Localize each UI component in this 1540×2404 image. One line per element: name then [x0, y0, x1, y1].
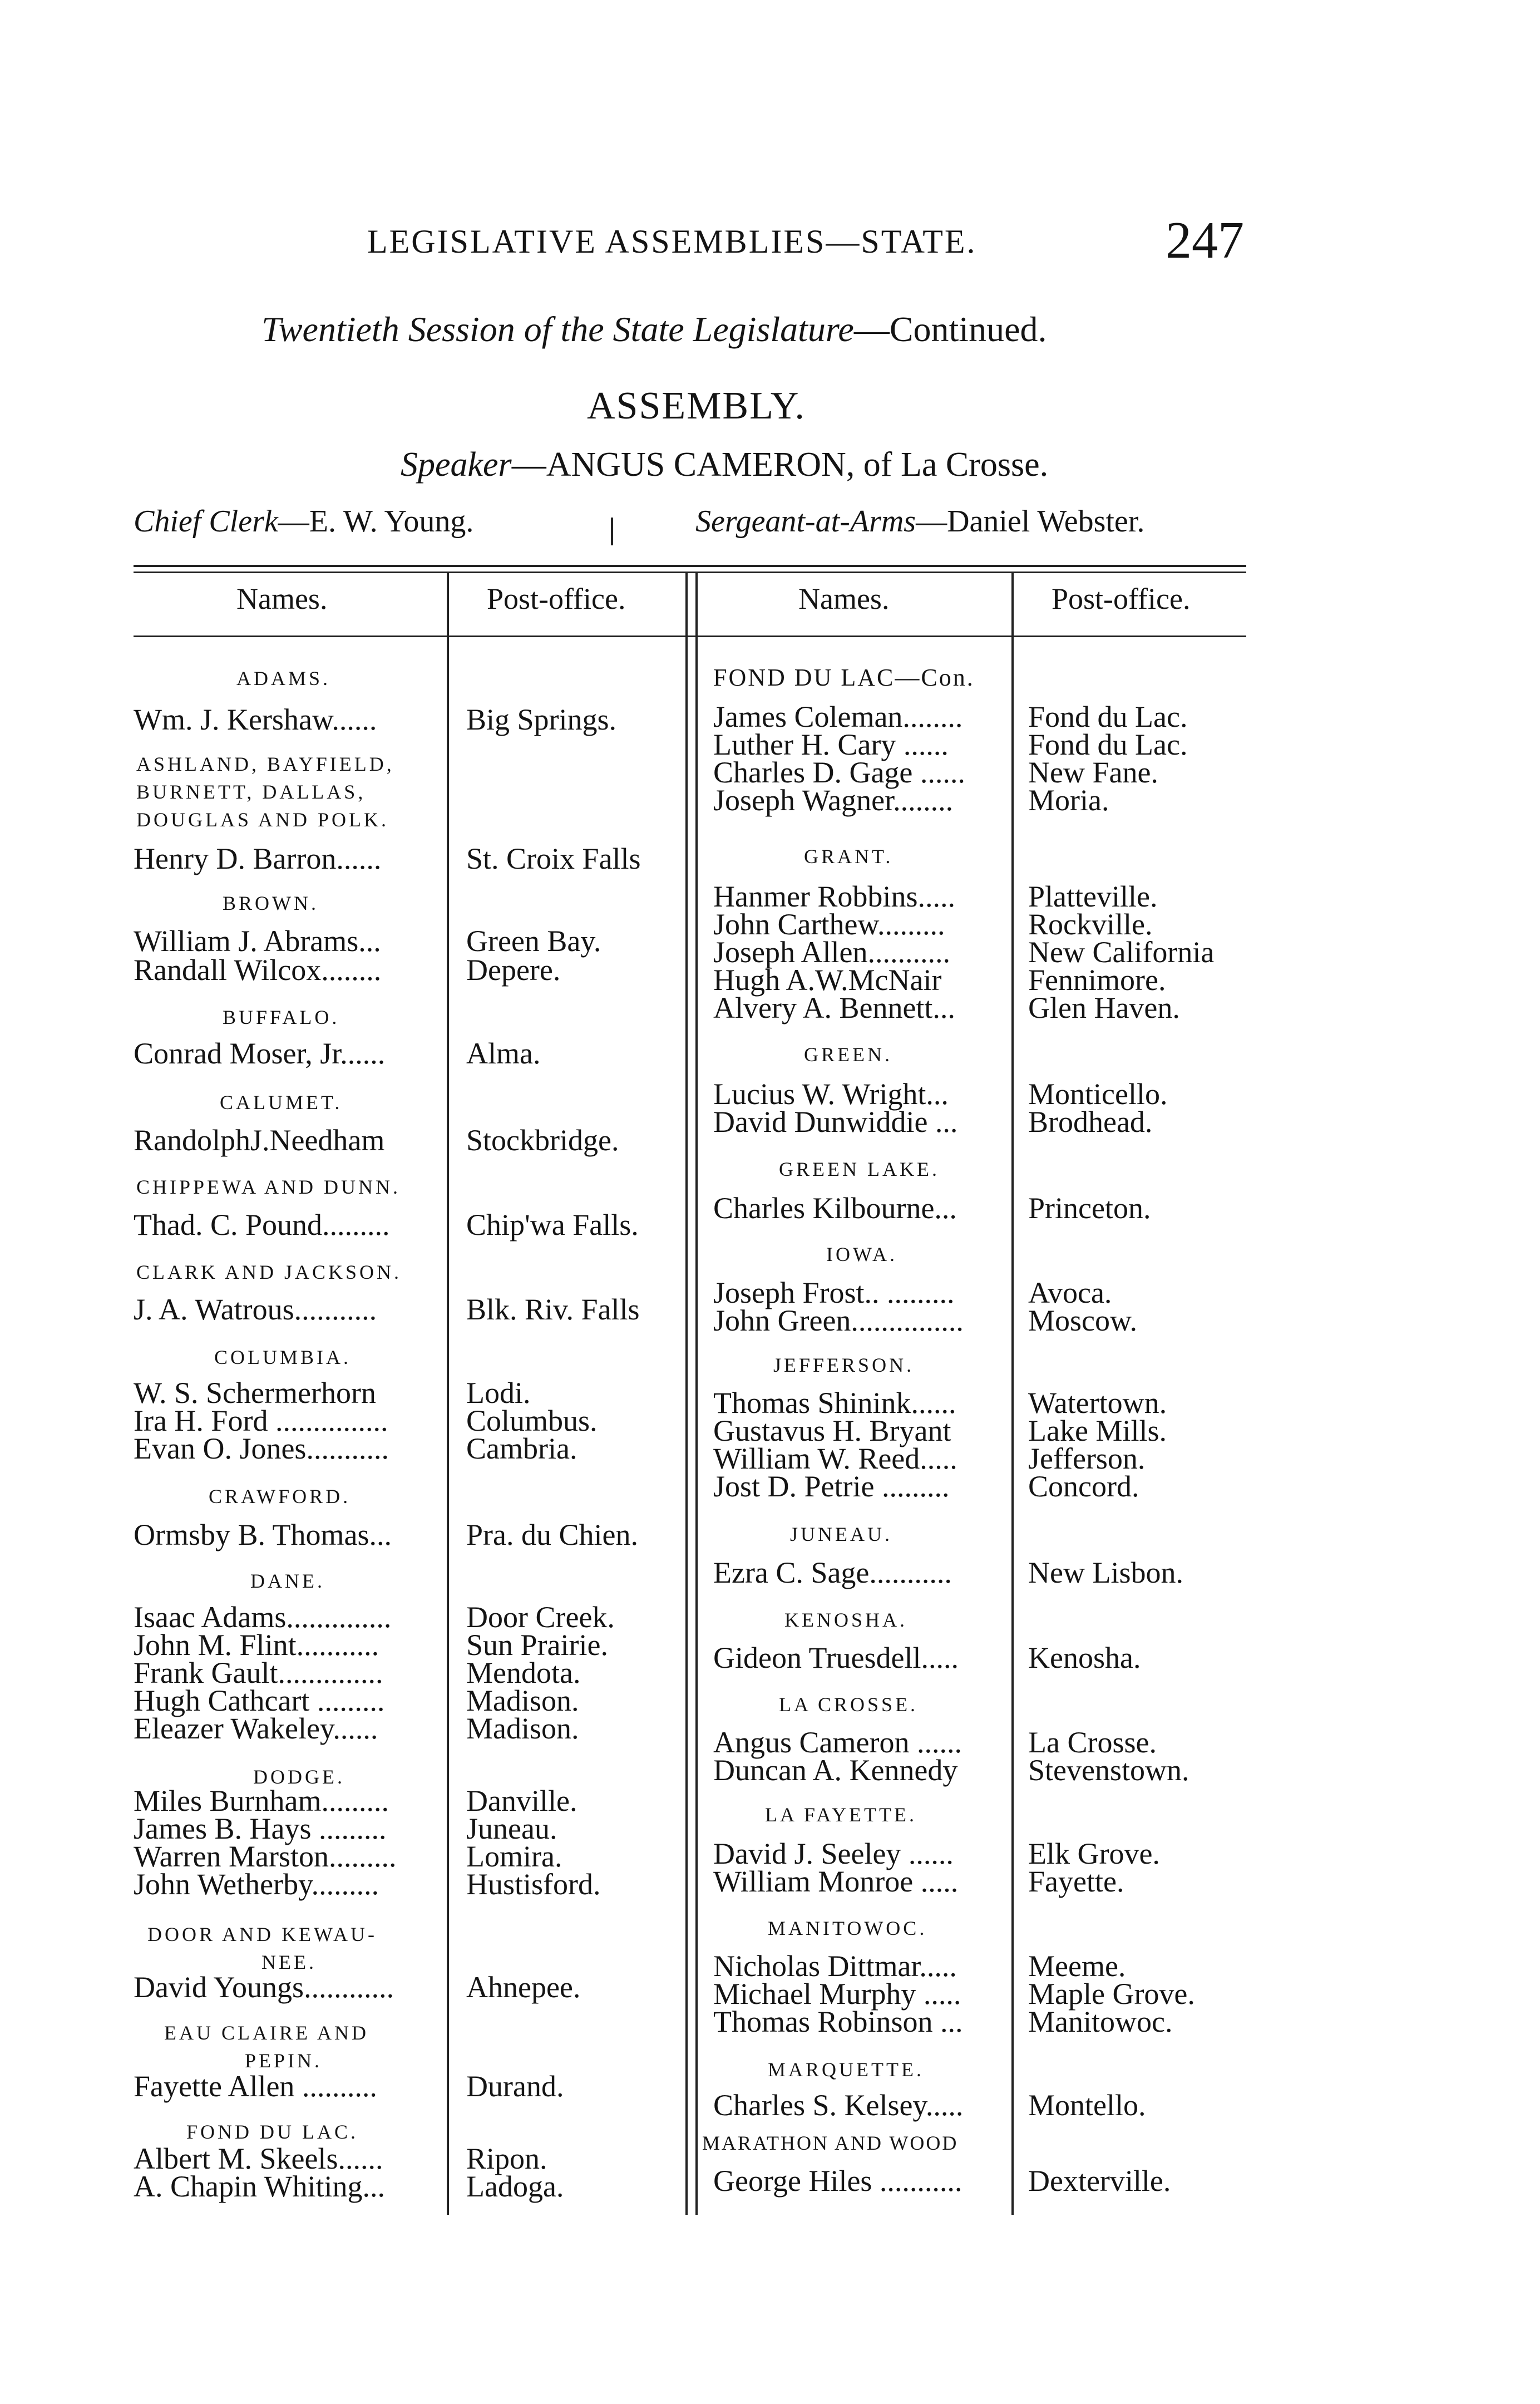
- post-office: Danville.: [466, 1784, 578, 1817]
- speaker-text: —ANGUS CAMERON, of La Crosse.: [511, 446, 1049, 484]
- county-heading: ADAMS.: [236, 667, 331, 689]
- post-office: Blk. Riv. Falls: [466, 1293, 640, 1326]
- chief-clerk-text: —E. W. Young.: [278, 504, 474, 539]
- county-heading: FOND DU LAC—Con.: [713, 664, 975, 691]
- member-name: A. Chapin Whiting...: [134, 2170, 385, 2203]
- post-office: Hustisford.: [466, 1868, 601, 1901]
- county-heading: BURNETT, DALLAS,: [136, 781, 366, 803]
- post-office: Lake Mills.: [1028, 1414, 1167, 1447]
- member-name: James B. Hays .........: [134, 1812, 387, 1845]
- county-heading: COLUMBIA.: [214, 1346, 352, 1368]
- member-name: Hugh Cathcart .........: [134, 1684, 385, 1717]
- session-suffix: —Continued.: [853, 309, 1047, 349]
- post-office: Meeme.: [1028, 1949, 1126, 1983]
- post-office: Fayette.: [1028, 1865, 1124, 1898]
- post-office: Elk Grove.: [1028, 1837, 1160, 1870]
- county-heading: JEFFERSON.: [773, 1354, 915, 1376]
- post-office: Princeton.: [1028, 1191, 1151, 1225]
- col-header-names-left: Names.: [236, 582, 328, 615]
- member-name: Nicholas Dittmar.....: [713, 1949, 957, 1983]
- post-office: Moscow.: [1028, 1304, 1137, 1337]
- post-office: Fennimore.: [1028, 963, 1166, 997]
- member-name: Charles D. Gage ......: [713, 756, 965, 789]
- post-office: Green Bay.: [466, 924, 601, 958]
- county-heading: PEPIN.: [245, 2050, 323, 2072]
- member-name: William W. Reed.....: [713, 1442, 957, 1475]
- member-name: Joseph Wagner........: [713, 784, 954, 817]
- post-office: Durand.: [466, 2070, 564, 2103]
- speaker-label: Speaker: [401, 446, 512, 484]
- county-heading: MARQUETTE.: [768, 2058, 924, 2081]
- county-heading: JUNEAU.: [790, 1523, 892, 1545]
- post-office: St. Croix Falls: [466, 842, 641, 875]
- post-office: Monticello.: [1028, 1077, 1168, 1111]
- county-heading: LA CROSSE.: [779, 1693, 919, 1716]
- post-office: New Fane.: [1028, 756, 1158, 789]
- member-name: Joseph Allen...........: [713, 935, 950, 969]
- post-office: Pra. du Chien.: [466, 1518, 638, 1551]
- county-heading: CALUMET.: [220, 1091, 343, 1114]
- column-divider-2: [685, 573, 688, 2215]
- post-office: Glen Haven.: [1028, 991, 1180, 1024]
- county-heading: FOND DU LAC.: [186, 2121, 359, 2143]
- sergeant-line: [695, 504, 1144, 539]
- member-name: George Hiles ...........: [713, 2164, 962, 2198]
- member-name: David J. Seeley ......: [713, 1837, 954, 1870]
- member-name: John Wetherby.........: [134, 1868, 379, 1901]
- post-office: Depere.: [466, 953, 561, 987]
- county-heading: NEE.: [261, 1951, 317, 1973]
- county-heading: EAU CLAIRE AND: [164, 2022, 369, 2044]
- member-name: Conrad Moser, Jr......: [134, 1037, 386, 1070]
- member-name: Ira H. Ford ...............: [134, 1404, 388, 1437]
- post-office: Door Creek.: [466, 1600, 615, 1634]
- county-heading: DODGE.: [253, 1766, 345, 1788]
- member-name: RandolphJ.Needham: [134, 1124, 385, 1157]
- member-name: John M. Flint...........: [134, 1628, 379, 1662]
- page-number: 247: [1166, 211, 1244, 269]
- post-office: Manitowoc.: [1028, 2005, 1173, 2038]
- county-heading: ASHLAND, BAYFIELD,: [136, 753, 394, 775]
- member-name: Thomas Shinink......: [713, 1386, 956, 1420]
- member-name: William J. Abrams...: [134, 924, 381, 958]
- member-name: Alvery A. Bennett...: [713, 991, 955, 1024]
- member-name: William Monroe .....: [713, 1865, 959, 1898]
- member-name: Albert M. Skeels......: [134, 2142, 383, 2175]
- session-subtitle: [261, 309, 1047, 350]
- post-office: Dexterville.: [1028, 2164, 1171, 2198]
- post-office: Ladoga.: [466, 2170, 564, 2203]
- member-name: Hugh A.W.McNair: [713, 963, 942, 997]
- col-header-names-right: Names.: [798, 582, 890, 615]
- post-office: Columbus.: [466, 1404, 598, 1437]
- post-office: Big Springs.: [466, 703, 617, 736]
- member-name: Thomas Robinson ...: [713, 2005, 963, 2038]
- post-office: Madison.: [466, 1712, 579, 1745]
- table-top-rule: [134, 565, 1246, 567]
- member-name: Gustavus H. Bryant: [713, 1414, 951, 1447]
- post-office: Mendota.: [466, 1656, 581, 1689]
- post-office: Concord.: [1028, 1470, 1139, 1503]
- member-name: Isaac Adams..............: [134, 1600, 392, 1634]
- member-name: Lucius W. Wright...: [713, 1077, 949, 1111]
- post-office: Stevenstown.: [1028, 1753, 1189, 1787]
- running-header: LEGISLATIVE ASSEMBLIES—STATE.: [367, 223, 977, 260]
- member-name: Charles Kilbourne...: [713, 1191, 957, 1225]
- post-office: La Crosse.: [1028, 1726, 1157, 1759]
- post-office: Juneau.: [466, 1812, 557, 1845]
- county-heading: DOOR AND KEWAU-: [147, 1923, 377, 1945]
- member-name: Miles Burnham.........: [134, 1784, 389, 1817]
- chief-clerk-line: [134, 504, 473, 539]
- post-office: Stockbridge.: [466, 1124, 619, 1157]
- member-name: J. A. Watrous...........: [134, 1293, 377, 1326]
- post-office: Lomira.: [466, 1840, 562, 1873]
- column-divider-1: [447, 573, 449, 2215]
- post-office: Ahnepee.: [466, 1971, 581, 2004]
- county-heading: GREEN.: [804, 1043, 892, 1066]
- sergeant-text: —Daniel Webster.: [916, 504, 1145, 539]
- post-office: Moria.: [1028, 784, 1109, 817]
- member-name: Evan O. Jones...........: [134, 1432, 389, 1465]
- member-name: Joseph Frost.. .........: [713, 1276, 955, 1309]
- post-office: Montello.: [1028, 2088, 1146, 2122]
- member-name: Henry D. Barron......: [134, 842, 382, 875]
- member-name: Randall Wilcox........: [134, 953, 382, 987]
- county-heading: LA FAYETTE.: [765, 1804, 917, 1826]
- post-office: Fond du Lac.: [1028, 700, 1188, 733]
- county-heading: CHIPPEWA AND DUNN.: [136, 1176, 401, 1198]
- post-office: Maple Grove.: [1028, 1977, 1195, 2011]
- member-name: Hanmer Robbins.....: [713, 880, 955, 913]
- member-name: John Green...............: [713, 1304, 964, 1337]
- member-name: John Carthew.........: [713, 908, 945, 941]
- post-office: Rockville.: [1028, 908, 1153, 941]
- member-name: Warren Marston.........: [134, 1840, 397, 1873]
- post-office: Fond du Lac.: [1028, 728, 1188, 761]
- member-name: W. S. Schermerhorn: [134, 1376, 376, 1410]
- post-office: Jefferson.: [1028, 1442, 1146, 1475]
- post-office: Chip'wa Falls.: [466, 1208, 639, 1242]
- member-name: Charles S. Kelsey.....: [713, 2088, 964, 2122]
- post-office: Brodhead.: [1028, 1105, 1153, 1139]
- post-office: Kenosha.: [1028, 1641, 1141, 1674]
- member-name: Fayette Allen ..........: [134, 2070, 377, 2103]
- post-office: Platteville.: [1028, 880, 1158, 913]
- sergeant-label: Sergeant-at-Arms: [695, 504, 916, 539]
- post-office: Ripon.: [466, 2142, 547, 2175]
- member-name: David Youngs............: [134, 1971, 394, 2004]
- member-name: Eleazer Wakeley......: [134, 1712, 378, 1745]
- county-heading: IOWA.: [826, 1243, 897, 1265]
- column-divider-3: [695, 573, 698, 2215]
- section-title: ASSEMBLY.: [587, 385, 806, 427]
- post-office: New Lisbon.: [1028, 1556, 1183, 1589]
- member-name: Thad. C. Pound.........: [134, 1208, 390, 1242]
- county-heading: MARATHON AND WOOD: [702, 2132, 959, 2154]
- col-header-post-left: Post-office.: [487, 582, 626, 615]
- county-heading: CLARK AND JACKSON.: [136, 1261, 402, 1283]
- member-name: Michael Murphy .....: [713, 1977, 961, 2011]
- county-heading: KENOSHA.: [784, 1609, 908, 1631]
- header-bottom-rule: [134, 636, 1246, 637]
- member-name: Ormsby B. Thomas...: [134, 1518, 392, 1551]
- col-header-post-right: Post-office.: [1052, 582, 1191, 615]
- county-heading: MANITOWOC.: [768, 1917, 927, 1939]
- member-name: Wm. J. Kershaw......: [134, 703, 377, 736]
- post-office: Cambria.: [466, 1432, 578, 1465]
- chief-clerk-label: Chief Clerk: [134, 504, 278, 539]
- member-name: Duncan A. Kennedy: [713, 1753, 958, 1787]
- post-office: Avoca.: [1028, 1276, 1112, 1309]
- session-italic: Twentieth Session of the State Legislature: [261, 309, 854, 349]
- post-office: Alma.: [466, 1037, 541, 1070]
- post-office: Madison.: [466, 1684, 579, 1717]
- county-heading: BROWN.: [223, 892, 319, 914]
- member-name: Luther H. Cary ......: [713, 728, 949, 761]
- member-name: David Dunwiddie ...: [713, 1105, 958, 1139]
- county-heading: DOUGLAS AND POLK.: [136, 809, 389, 831]
- member-name: Jost D. Petrie .........: [713, 1470, 950, 1503]
- table-top-rule-2: [134, 572, 1246, 573]
- member-name: Frank Gault..............: [134, 1656, 383, 1689]
- speaker-line: [401, 445, 1048, 485]
- member-name: James Coleman........: [713, 700, 963, 733]
- county-heading: GREEN LAKE.: [779, 1158, 940, 1180]
- county-heading: DANE.: [250, 1570, 325, 1592]
- post-office: Watertown.: [1028, 1386, 1167, 1420]
- officers-divider: [611, 518, 613, 545]
- post-office: Sun Prairie.: [466, 1628, 608, 1662]
- member-name: Ezra C. Sage...........: [713, 1556, 952, 1589]
- county-heading: CRAWFORD.: [209, 1485, 351, 1508]
- column-divider-4: [1011, 573, 1014, 2215]
- member-name: Angus Cameron ......: [713, 1726, 962, 1759]
- county-heading: BUFFALO.: [223, 1006, 340, 1028]
- county-heading: GRANT.: [804, 845, 894, 868]
- post-office: Lodi.: [466, 1376, 531, 1410]
- post-office: New California: [1028, 935, 1215, 969]
- member-name: Gideon Truesdell.....: [713, 1641, 959, 1674]
